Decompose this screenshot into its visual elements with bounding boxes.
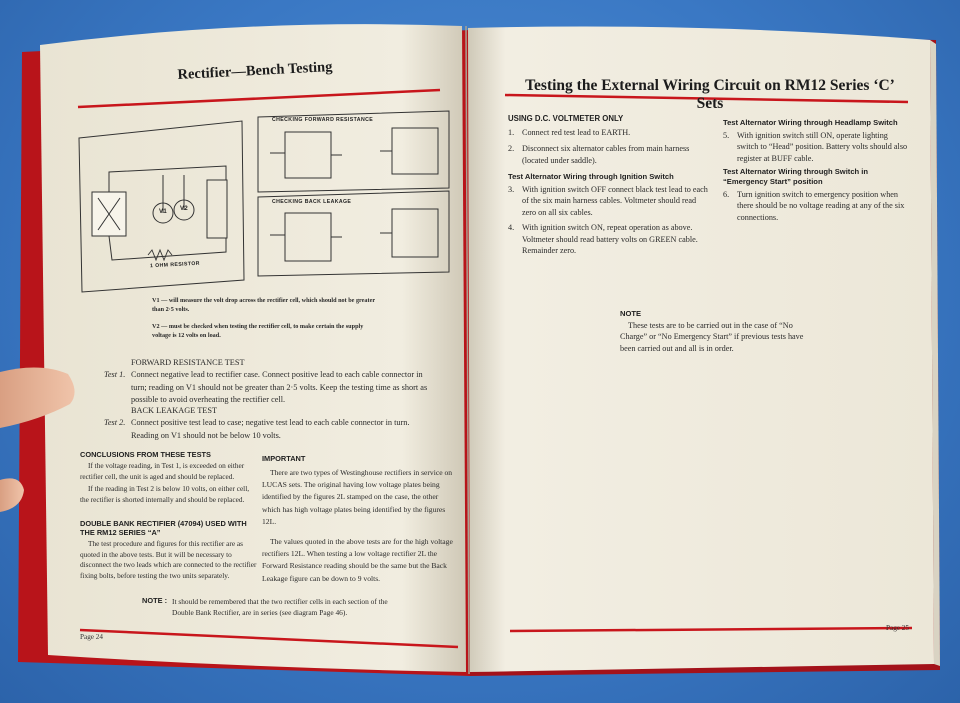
double-bank-text: The test procedure and figures for this rectifier are as quoted in the above tests. But it will be necessary to disconnect the two leads which are connected to the rectifier fixing bolts, before testing the two units separately. (80, 539, 257, 580)
left-page-title: Rectifier—Bench Testing (177, 58, 333, 84)
steps-a (508, 127, 708, 166)
v2-note: V2 — must be checked when testing the rectifier cell, to make certain the supply voltage is 12 volts on load. (152, 323, 364, 339)
forward-panel-label: CHECKING FORWARD RESISTANCE (272, 117, 374, 123)
back-heading: BACK LEAKAGE TEST (131, 406, 218, 415)
test2-label: Test 2. (104, 418, 126, 427)
important-p2: The values quoted in the above tests are for the high voltage rectifiers 12L. When testing a low voltage rectifier 2L the Forward Resistance reading should be the same but the Back Leakage figure can be down to 9 volts. (262, 537, 453, 583)
important-p1: There are two types of Westinghouse rectifiers in service on LUCAS sets. The original having low voltage plates being identified by the figures 2L stamped on the case, the other which has high voltage plates being identified by the figures 12L. (262, 468, 453, 526)
left-note-label: NOTE : (142, 596, 168, 605)
steps-b (508, 184, 708, 256)
step-3: 3. With ignition switch OFF connect black test lead to each of the six main harness cables. Voltmeter should read zero on all six cables. (508, 185, 708, 217)
emergency-heading: Test Alternator Wiring through Switch in “Emergency Start” position (723, 167, 869, 186)
v1-meter-label: V1 (159, 209, 168, 215)
right-page-number: Page 25 (886, 624, 909, 632)
test2-text: Connect positive test lead to case; negative test lead to each cable connector in turn. Reading on V1 should not be below 10 volts. (131, 418, 410, 440)
important-heading: IMPORTANT (262, 454, 306, 463)
step-6: 6. Turn ignition switch to emergency position when there should be no voltage reading at any of the six connections. (723, 190, 905, 222)
test1-text: Connect negative lead to rectifier case. Connect positive lead to each cable connector in turn; reading on V1 should not be greater than 2·5 volts. Keep the testing time as short as possible to avoid overheating the rectifier cell. (131, 370, 428, 404)
test1-label: Test 1. (104, 370, 126, 379)
headlamp-heading: Test Alternator Wiring through Headlamp Switch (723, 118, 898, 127)
step-2: 2. Disconnect six alternator cables from main harness (located under saddle). (508, 144, 690, 165)
resistor-label: 1 OHM RESISTOR (149, 260, 201, 270)
using-voltmeter-heading: USING D.C. VOLTMETER ONLY (508, 114, 624, 123)
left-note-text: It should be remembered that the two rectifier cells in each section of the Double Bank Rectifier, are in series (see diagram Page 46). (172, 597, 388, 617)
right-note-text: These tests are to be carried out in the case of “No Charge” or “No Emergency Start” if previous tests have been carried out and all is in order. (620, 321, 804, 353)
conclusions-heading: CONCLUSIONS FROM THESE TESTS (80, 450, 211, 459)
step-1: 1. Connect red test lead to EARTH. (508, 128, 631, 137)
conclusions-p1: If the voltage reading, in Test 1, is exceeded on either rectifier cell, the unit is aged and should be replaced. (80, 461, 245, 481)
right-note-heading: NOTE (620, 309, 642, 318)
double-bank-heading: DOUBLE BANK RECTIFIER (47094) USED WITH THE RM12 SERIES “A” (80, 519, 247, 537)
left-page-number: Page 24 (80, 633, 103, 641)
v2-meter-label: V2 (180, 206, 189, 212)
back-panel-label: CHECKING BACK LEAKAGE (272, 199, 352, 205)
step-5: 5. With ignition switch still ON, operate lighting switch to “Head” position. Battery volts should also register at BUFF cable. (723, 131, 908, 163)
step-4: 4. With ignition switch ON, repeat operation as above. Voltmeter should read battery volts on GREEN cable. Remainder zero. (508, 223, 698, 256)
forward-heading: FORWARD RESISTANCE TEST (131, 358, 245, 367)
right-page-title: Testing the External Wiring Circuit on RM12 Series ‘C’ Sets (525, 77, 895, 112)
v1-note: V1 — will measure the volt drop across the rectifier cell, which should not be greater than 2·5 volts. (152, 297, 375, 313)
ignition-heading: Test Alternator Wiring through Ignition Switch (508, 172, 674, 181)
conclusions-p2: If the reading in Test 2 is below 10 volts, on either cell, the rectifier is shorted internally and should be replaced. (80, 484, 250, 504)
